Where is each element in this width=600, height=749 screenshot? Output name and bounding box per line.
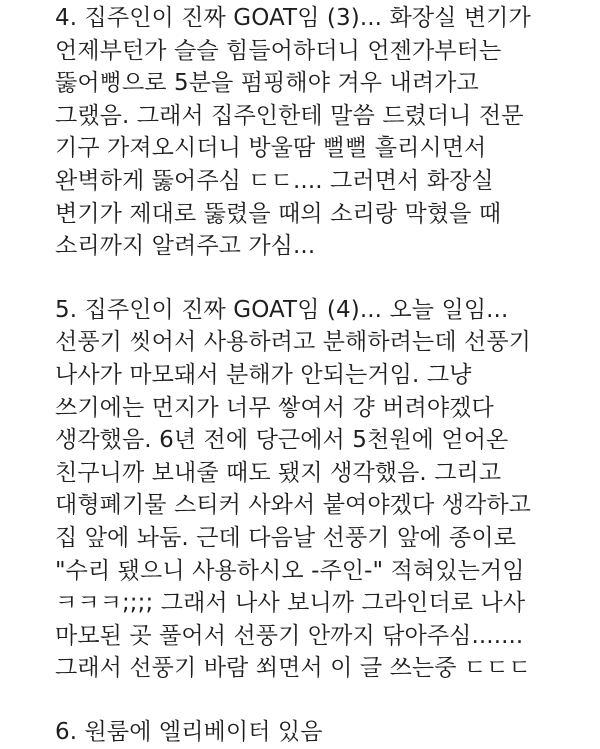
text-line: 5. 집주인이 진짜 GOAT임 (4)... 오늘 일임...: [55, 296, 509, 323]
text-line: 생각했음. 6년 전에 당근에서 5천원에 얻어온: [55, 427, 509, 454]
text-line: 대형폐기물 스티커 사와서 붙여야겠다 생각하고: [55, 492, 532, 519]
text-line: "수리 됐으니 사용하시오 -주인-" 적혀있는거임: [55, 557, 525, 584]
text-line: 쓰기에는 먼지가 너무 쌓여서 걍 버려야겠다: [55, 394, 494, 421]
paragraph-item-4: [55, 2, 595, 263]
text-line: 완벽하게 뚫어주심 ㄷㄷ.... 그러면서 화장실: [55, 167, 494, 194]
text-line: 뚫어뻥으로 5분을 펌핑해야 겨우 내려가고: [55, 70, 479, 97]
text-line: 기구 가져오시더니 방울땀 뻘뻘 흘리시면서: [55, 135, 487, 162]
text-line: 언제부턴가 슬슬 힘들어하더니 언젠가부터는: [55, 37, 502, 64]
paragraph-item-6: [55, 716, 595, 749]
text-line: ㅋㅋㅋ;;;; 그래서 나사 보니까 그라인더로 나사: [55, 590, 526, 617]
text-line: 선풍기 씻어서 사용하려고 분해하려는데 선풍기: [55, 329, 532, 356]
text-line: 나사가 마모돼서 분해가 안되는거임. 그냥: [55, 361, 472, 388]
text-line: 집 앞에 놔둠. 근데 다음날 선풍기 앞에 종이로: [55, 524, 517, 551]
text-line: 그래서 선풍기 바람 쐬면서 이 글 쓰는중 ㄷㄷㄷ: [55, 655, 531, 682]
paragraph-item-5: [55, 294, 595, 685]
text-line: 마모된 곳 풀어서 선풍기 안까지 닦아주심.......: [55, 622, 524, 649]
text-line: 소리까지 알려주고 가심...: [55, 233, 316, 260]
post-body: [55, 0, 595, 748]
text-line: 변기가 제대로 뚫렸을 때의 소리랑 막혔을 때: [55, 200, 502, 227]
text-line: 그랬음. 그래서 집주인한테 말씀 드렸더니 전문: [55, 102, 524, 129]
text-line: 친구니까 보내줄 때도 됐지 생각했음. 그리고: [55, 459, 502, 486]
text-line: 6. 원룸에 엘리베이터 있음: [55, 718, 323, 745]
text-line: 4. 집주인이 진짜 GOAT임 (3)... 화장실 변기가: [55, 5, 531, 31]
